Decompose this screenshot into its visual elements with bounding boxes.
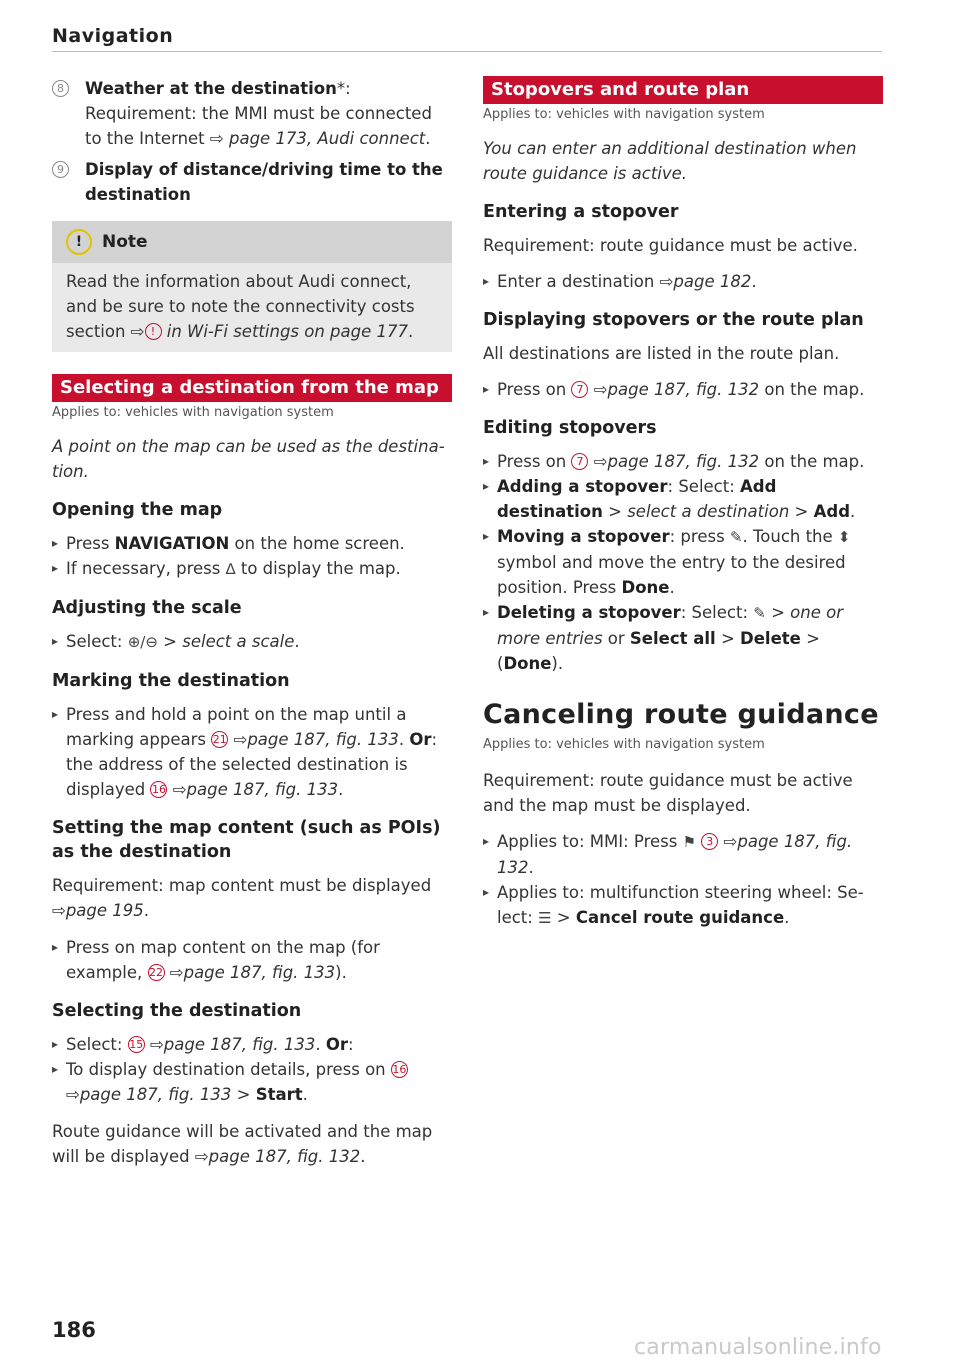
list-item bbox=[483, 880, 883, 931]
text: > bbox=[789, 502, 814, 521]
text: . Touch the bbox=[742, 527, 838, 546]
section-intro: A point on the map can be used as the destination. bbox=[52, 437, 445, 481]
section-title: Stopovers and route plan bbox=[483, 76, 883, 104]
text: > bbox=[551, 908, 576, 927]
text: > ( bbox=[497, 629, 820, 673]
note-body bbox=[52, 263, 452, 352]
text: : Select: bbox=[680, 603, 754, 622]
list-item: ▸ Select: 15 ⇨page 187, fig. 133. Or: bbox=[52, 1032, 452, 1057]
text: Moving a stopover bbox=[497, 527, 670, 546]
list-item: ▸ Press on 7 ⇨page 187, fig. 132 on the map. bbox=[483, 449, 883, 474]
text: Requirement: map content must be displayed ⇨ bbox=[52, 876, 432, 920]
item-label: Weather at the destination bbox=[85, 79, 337, 98]
text: Route guidance will be activated and the map will be displayed ⇨ bbox=[52, 1122, 433, 1166]
text: Select: bbox=[66, 632, 128, 651]
heading-adjusting-scale: Adjusting the scale bbox=[52, 598, 242, 618]
button-label: Start bbox=[255, 1085, 303, 1104]
punct: . bbox=[408, 322, 414, 341]
text: > bbox=[715, 629, 741, 648]
page-reference[interactable]: page 195 bbox=[65, 901, 144, 920]
requirement-text: Requirement: route guidance must be active. bbox=[483, 236, 858, 255]
heading-entering-stopover: Entering a stopover bbox=[483, 202, 679, 222]
item-label: Display of distance/driving time to the destination bbox=[85, 160, 443, 204]
list-item bbox=[483, 474, 883, 524]
page-reference[interactable]: page 187, fig. 132 bbox=[607, 452, 760, 471]
text: Adding a stopover bbox=[497, 477, 668, 496]
button-label: Done bbox=[503, 654, 552, 673]
page-reference[interactable]: page 187, fig. 133 bbox=[183, 963, 336, 982]
item-text: *: Requirement: the MMI must be connected to the Internet ⇨ bbox=[85, 79, 432, 148]
page-reference[interactable]: page 173, Audi connect bbox=[228, 129, 426, 148]
heading-selecting-destination: Selecting the destination bbox=[52, 1001, 302, 1021]
body-text: All destinations are listed in the route plan. bbox=[483, 344, 840, 363]
requirement-text: Requirement: map content must be displayed ⇨page 195. bbox=[52, 876, 432, 920]
pencil-edit-icon: ✎ bbox=[729, 528, 743, 546]
text: : the address of the selected destination is displayed bbox=[66, 730, 438, 799]
list-item bbox=[52, 556, 452, 582]
heading-marking-destination: Marking the destination bbox=[52, 671, 290, 691]
heading-opening-map: Opening the map bbox=[52, 500, 223, 520]
requirement-text: Requirement: route guidance must be active and the map must be displayed. bbox=[483, 771, 853, 815]
list-item bbox=[483, 600, 883, 676]
list-item bbox=[52, 531, 452, 556]
text: symbol and move the entry to the desired position. Press bbox=[497, 553, 846, 597]
up-down-arrows-icon: ⬍ bbox=[837, 528, 851, 546]
text: If necessary, press bbox=[66, 559, 226, 578]
note-text: Read the information about Audi connect, and be sure to note the connectivity costs section ⇨ bbox=[66, 272, 415, 341]
punct: . bbox=[784, 908, 790, 927]
header-rule bbox=[52, 51, 882, 52]
punct: . bbox=[850, 502, 856, 521]
heading-map-content: Setting the map content (such as POIs) as the destination bbox=[52, 818, 441, 862]
note-title: Note bbox=[102, 231, 148, 252]
note-box bbox=[52, 221, 452, 352]
callout-16: 16 bbox=[151, 783, 166, 796]
punct: . bbox=[669, 578, 675, 597]
page-reference[interactable]: page 182 bbox=[673, 272, 752, 291]
section-intro: You can enter an additional destination when route guidance is active. bbox=[483, 139, 857, 183]
page-header-title: Navigation bbox=[52, 25, 174, 47]
heading-editing-stopovers: Editing stopovers bbox=[483, 418, 657, 438]
page-reference[interactable]: page 187, fig. 133 bbox=[79, 1085, 232, 1104]
warning-icon: ! bbox=[145, 323, 162, 340]
note-header bbox=[52, 221, 452, 263]
callout-21: 21 bbox=[212, 733, 227, 746]
page-reference[interactable]: page 187, fig. 133 bbox=[247, 730, 399, 749]
destination-flag-icon: ⚑ bbox=[682, 833, 697, 851]
text: on the home screen. bbox=[229, 534, 405, 553]
punct: ). bbox=[335, 963, 347, 982]
text: Press on map content on the map (for example, bbox=[66, 938, 380, 982]
applies-to: Applies to: vehicles with navigation system bbox=[52, 405, 334, 420]
page-reference[interactable]: page 187, fig. 132 bbox=[607, 380, 760, 399]
pencil-edit-icon: ✎ bbox=[753, 604, 766, 622]
text: To display destination details, press on bbox=[66, 1060, 391, 1079]
menu-list-icon: ☰ bbox=[538, 909, 552, 927]
callout-7: 7 bbox=[571, 381, 588, 398]
callout-16: 16 bbox=[392, 1063, 407, 1076]
page-number: 186 bbox=[52, 1318, 96, 1342]
list-item: ▸ To display destination details, press on 16 ⇨page 187, fig. 133 > Start. bbox=[52, 1057, 452, 1107]
section-title: Selecting a destination from the map bbox=[52, 374, 452, 402]
button-label: Delete bbox=[740, 629, 801, 648]
button-label: Cancel route guidance bbox=[575, 908, 785, 927]
text: Enter a destination ⇨ bbox=[497, 272, 674, 291]
callout-15: 15 bbox=[129, 1038, 144, 1051]
watermark: carmanualsonline.info bbox=[634, 1335, 882, 1360]
list-item-distance bbox=[52, 157, 452, 207]
result-text: Route guidance will be activated and the map will be displayed ⇨page 187, fig. 132. bbox=[52, 1122, 433, 1166]
button-label: Select all bbox=[629, 629, 716, 648]
text: or bbox=[602, 629, 630, 648]
page-reference[interactable]: page 187, fig. 132 bbox=[208, 1147, 361, 1166]
text: Press bbox=[66, 534, 115, 553]
left-column bbox=[52, 76, 452, 1169]
list-item: ▸ Applies to: MMI: Press ⚑ 3 ⇨page 187, fig. 132. bbox=[483, 829, 883, 880]
text: Press and hold a point on the map until a marking appears bbox=[66, 705, 407, 749]
text: : Select: bbox=[667, 477, 741, 496]
heading-canceling-route-guidance: Canceling route guidance bbox=[483, 699, 879, 730]
list-item: ▸ Press on map content on the map (for example, 22 ⇨page 187, fig. 133). bbox=[52, 935, 452, 985]
list-item: ▸ Enter a destination ⇨page 182. bbox=[483, 269, 883, 294]
text: Applies to: MMI: Press bbox=[497, 832, 683, 851]
button-label: Add destination bbox=[497, 477, 777, 521]
button-label: Add bbox=[813, 502, 851, 521]
page-reference[interactable]: in Wi-Fi settings on page 177 bbox=[166, 322, 408, 341]
map-triangle-icon: ∆ bbox=[225, 560, 236, 578]
punct: ). bbox=[551, 654, 564, 673]
text: on the map. bbox=[759, 380, 865, 399]
text: on the map. bbox=[759, 452, 865, 471]
list-item bbox=[483, 524, 883, 600]
callout-9: 9 bbox=[52, 161, 69, 178]
page-reference[interactable]: page 187, fig. 133 bbox=[163, 1035, 316, 1054]
list-item: ▸ Press and hold a point on the map until a marking appears 21 ⇨page 187, fig. 133. Or: the address of the selected destination is displayed 16 ⇨page 187, fig. 133. bbox=[52, 702, 452, 802]
text: select a destination bbox=[627, 502, 790, 521]
list-item: ▸ Press on 7 ⇨page 187, fig. 132 on the map. bbox=[483, 377, 883, 402]
text: to display the map. bbox=[235, 559, 401, 578]
text: one or more entries bbox=[497, 603, 843, 648]
text: Applies to: multifunction steering wheel: Select: bbox=[497, 883, 864, 927]
text: Or bbox=[409, 730, 432, 749]
page-reference[interactable]: page 187, fig. 132 bbox=[497, 832, 853, 877]
button-label: Done bbox=[621, 578, 670, 597]
applies-to: Applies to: vehicles with navigation system bbox=[483, 737, 765, 752]
right-column bbox=[483, 76, 883, 931]
button-label: NAVIGATION bbox=[114, 534, 230, 553]
text: Select: bbox=[66, 1035, 128, 1054]
text: : press bbox=[669, 527, 730, 546]
warning-icon: ! bbox=[66, 229, 92, 255]
punct: . bbox=[425, 129, 431, 148]
page-reference[interactable]: page 187, fig. 133 bbox=[186, 780, 339, 799]
heading-displaying-stopovers: Displaying stopovers or the route plan bbox=[483, 310, 864, 330]
list-item-weather bbox=[52, 76, 452, 151]
callout-22: 22 bbox=[149, 966, 164, 979]
text: select a scale bbox=[182, 632, 295, 651]
text: > bbox=[765, 603, 791, 622]
text: Or bbox=[325, 1035, 349, 1054]
callout-3: 3 bbox=[701, 833, 718, 850]
text: Press on bbox=[497, 380, 572, 399]
applies-to: Applies to: vehicles with navigation system bbox=[483, 107, 765, 122]
callout-8: 8 bbox=[52, 80, 69, 97]
text: Deleting a stopover bbox=[497, 603, 681, 622]
text: > bbox=[602, 502, 628, 521]
text: Press on bbox=[497, 452, 572, 471]
list-item: ▸ Select: ⊕/⊖ > select a scale. bbox=[52, 629, 452, 655]
zoom-in-out-icon: ⊕/⊖ bbox=[127, 633, 158, 651]
callout-7: 7 bbox=[571, 453, 588, 470]
